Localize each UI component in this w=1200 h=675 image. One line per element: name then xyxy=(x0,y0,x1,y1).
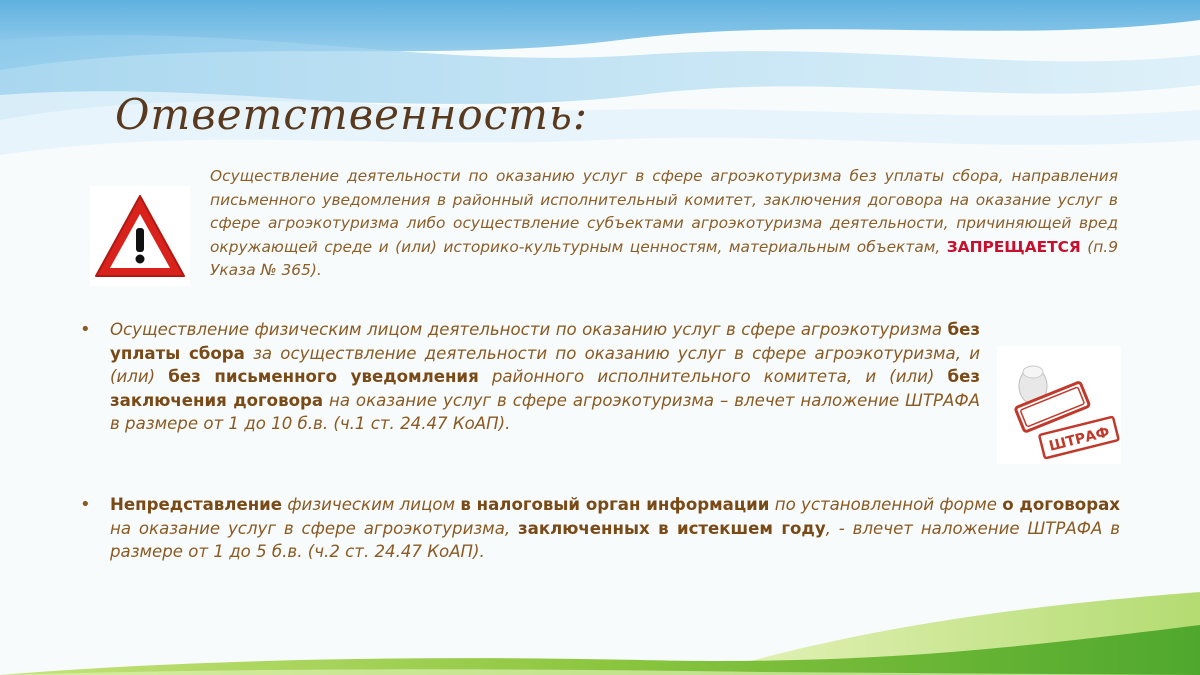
text-run: , - влечет наложение ШТРАФА в размере от 1 до 5 б.в. (ч.2 ст. 24.47 КоАП). xyxy=(110,518,1120,561)
bold-run: в налоговый орган информации xyxy=(460,495,770,514)
stamp-icon xyxy=(997,346,1121,464)
bold-run: о договорах xyxy=(1002,495,1120,514)
prohibition-text: Осуществление деятельности по оказанию услуг в сфере агроэкотуризма без уплаты сбора, направления письменного уведомления в районный исполнительный комитет, заключения договора на оказание услуг в сфере агроэкотуризма либо осуществление субъектами агроэкотуризма деятельности, причиняющей вред окружающей среде и (или) историко-культурным ценностям, материальным объектам, xyxy=(210,167,1118,256)
text-run: на оказание услуг в сфере агроэкотуризма – влечет наложение ШТРАФА в размере от 1 до 10 б.в. (ч.1 ст. 24.47 КоАП). xyxy=(110,390,981,433)
bullet-item xyxy=(80,318,980,436)
prohibition-reference: (п.9 Указа № 365). xyxy=(210,237,1118,279)
slide-title: Ответственность: xyxy=(115,90,589,139)
text-run: физическим лицом xyxy=(282,495,461,514)
bullet-text-fine-5 xyxy=(110,493,1120,564)
bold-run: Непредставление xyxy=(110,495,283,514)
stamp-label: ШТРАФ xyxy=(1047,424,1112,455)
fine-stamp-image xyxy=(997,346,1121,464)
bold-run: без письменного уведомления xyxy=(168,367,479,386)
warning-triangle-icon xyxy=(92,190,188,282)
warning-sign xyxy=(90,186,190,286)
bullet-marker: • xyxy=(80,319,91,340)
text-run: Осуществление физическим лицом деятельности по оказанию услуг в сфере агроэкотуризма xyxy=(110,320,948,339)
text-run: районного исполнительного комитета, и (или) xyxy=(478,367,948,386)
bullet-marker: • xyxy=(80,494,91,515)
bullet-item xyxy=(80,493,1120,564)
text-run: по установленной форме xyxy=(769,495,1003,514)
bullet-text-fine-10 xyxy=(110,318,980,436)
bold-run: заключенных в истекшем году xyxy=(518,518,826,538)
forbidden-label: ЗАПРЕЩАЕТСЯ xyxy=(946,237,1081,256)
bold-run: без уплаты сбора xyxy=(110,320,980,363)
bold-run: без заключения договора xyxy=(110,367,980,410)
prohibition-paragraph xyxy=(210,165,1118,283)
text-run: на оказание услуг в сфере агроэкотуризма, xyxy=(110,518,519,538)
text-run: за осуществление деятельности по оказанию услуг в сфере агроэкотуризма, и (или) xyxy=(110,343,980,386)
